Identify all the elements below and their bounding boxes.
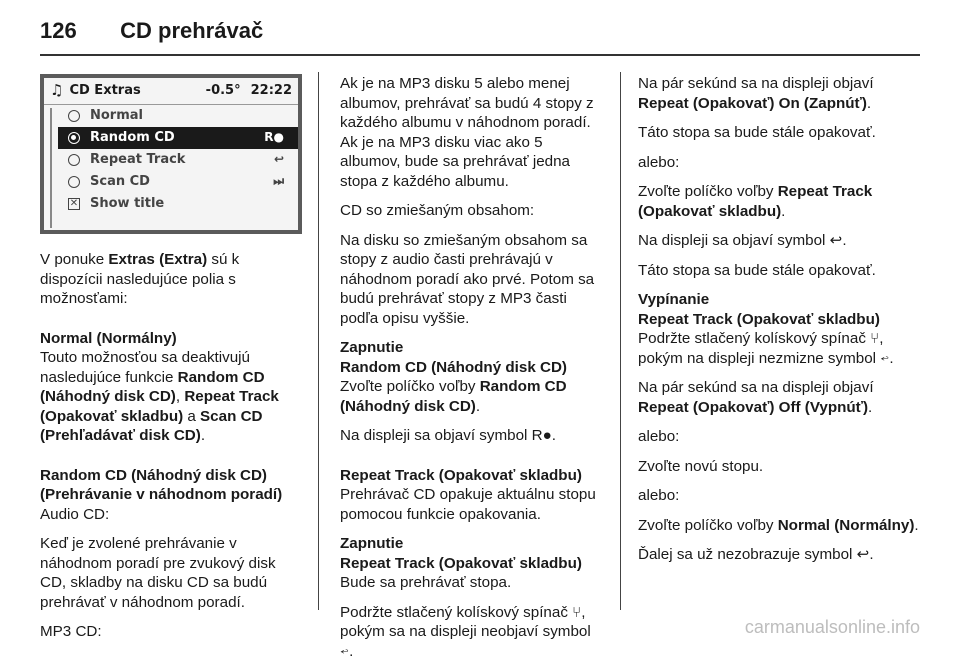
repeat-icon: ↩ [829,232,843,249]
repeat-icon: ↩ [856,546,870,563]
repeat-heading: Repeat Track (Opakovať skladbu) [340,466,582,484]
or-label-2: alebo: [638,428,680,445]
repeat-on-display-paragraph: Na pár sekúnd sa na displeji objaví Repeat (Opakovať) On (Zapnúť). [638,75,874,112]
mixed-heading: CD so zmiešaným obsahom: [340,202,535,219]
header-rule [40,54,920,56]
mp3-paragraph: Ak je na MP3 disku 5 alebo menej albumov, prehrávať sa budú 4 stopy z každého albumu v náhodnom poradí. Ak je na MP3 disku viac ako 5 albumov, bude sa prehrávať jedna stopa z každého albumu. [340,75,594,190]
or-label-3: alebo: [638,487,680,504]
repeat-icon: ↩ [880,349,890,367]
or-label: alebo: [638,153,680,171]
radio-icon [68,110,80,122]
repeat-off-paragraph: Podržte stlačený kolískový spínač ⑂, pokým na displeji nezmizne symbol ↩. [638,330,894,367]
rocker-switch-icon: ⑂ [870,330,880,347]
random-paragraph: Keď je zvolené prehrávanie v náhodnom poradí pre zvukový disk CD, skladby na disku CD sa budú prehrávať v náhodnom poradí. [40,535,276,611]
repeat-on-paragraph: Bude sa prehrávať stopa. [340,574,512,591]
repeat-hold-paragraph: Podržte stlačený kolískový spínač ⑂, pokým sa na displeji neobjaví symbol ↩. [340,603,591,660]
menu-item-label: Repeat Track [90,152,186,168]
menu-item-label: Normal [90,108,143,124]
page-number: 126 [40,18,77,43]
checkbox-checked-icon: ✕ [69,198,79,209]
repeat-on-subheading: Repeat Track (Opakovať skladbu) [340,554,582,572]
repeat-icon: ↩ [273,152,284,167]
random-heading: Random CD (Náhodný disk CD) (Prehrávanie v náhodnom poradí) [40,466,283,503]
radio-icon [68,154,80,166]
random-on-subheading: Random CD (Náhodný disk CD) [340,358,567,376]
random-symbol-paragraph: Na displeji sa objaví symbol R●. [340,427,557,444]
mp3-cd-label: MP3 CD: [40,623,102,640]
select-repeat-paragraph: Zvoľte políčko voľby Repeat Track (Opakovať skladbu). [638,183,873,220]
menu-item-label: Scan CD [90,174,150,190]
display-title-bar [44,78,298,105]
repeat-continue-paragraph-2: Táto stopa sa bude stále opakovať. [638,261,876,279]
repeat-on-heading: Zapnutie [340,535,404,552]
scan-icon: ⏭ [273,174,284,189]
radio-icon [68,176,80,188]
display-title: CD Extras [69,83,141,99]
normal-heading: Normal (Normálny) [40,329,177,347]
mixed-paragraph: Na disku so zmiešaným obsahom sa stopy z audio časti prehrávajú v náhodnom poradí ako prvé. Potom sa budú prehrávať stopy z MP3 časti podľa opisu vyššie. [340,231,595,327]
normal-paragraph: Touto možnosťou sa deaktivujú nasledujúce funkcie Random CD (Náhodný disk CD), Repeat Track (Opakovať skladbu) a Scan CD (Prehľadávať disk CD). [40,349,279,444]
music-note-icon: ♫ [50,81,64,100]
repeat-icon: ↩ [340,642,350,660]
menu-item-show-title[interactable] [44,193,298,215]
random-icon: R● [264,130,284,145]
radio-selected-icon [68,132,80,144]
select-normal-paragraph: Zvoľte políčko voľby Normal (Normálny). [638,516,919,534]
rocker-switch-icon: ⑂ [572,603,582,621]
display-time: 22:22 [250,83,292,99]
repeat-symbol-paragraph: Na displeji sa objaví symbol ↩. [638,232,847,249]
repeat-continue-paragraph: Táto stopa sa bude stále opakovať. [638,124,876,141]
column-2 [340,74,606,671]
audio-cd-label: Audio CD: [40,505,110,523]
repeat-off-display-paragraph: Na pár sekúnd sa na displeji objaví Repeat (Opakovať) Off (Vypnúť). [638,379,874,416]
repeat-paragraph: Prehrávač CD opakuje aktuálnu stopu pomocou funkcie opakovania. [340,486,596,523]
display-temperature: -0.5° [205,83,241,99]
menu-item-repeat-track[interactable] [44,149,298,171]
menu-item-random-cd[interactable] [58,127,298,149]
display-screen [44,78,298,230]
column-1 [40,74,302,652]
menu-item-label: Show title [90,196,165,212]
page-header [40,18,263,44]
menu-item-label: Random CD [90,130,175,146]
intro-paragraph: V ponuke Extras (Extra) sú k dispozícii nasledujúce polia s možnosťami: [40,251,240,307]
column-3 [638,74,920,575]
random-on-heading: Zapnutie [340,339,404,356]
column-divider-2 [620,72,621,610]
random-on-paragraph: Zvoľte políčko voľby Random CD (Náhodný disk CD). [340,378,567,415]
cd-extras-display [40,74,302,234]
repeat-off-heading: Vypínanie [638,291,710,308]
repeat-off-subheading: Repeat Track (Opakovať skladbu) [638,310,880,328]
menu-item-scan-cd[interactable] [44,171,298,193]
menu-item-normal[interactable] [44,105,298,127]
select-new-track-paragraph: Zvoľte novú stopu. [638,457,764,475]
display-scroll-bar [50,108,52,228]
watermark: carmanualsonline.info [744,617,920,637]
no-symbol-paragraph: Ďalej sa už nezobrazuje symbol ↩. [638,546,874,563]
page-title: CD prehrávač [120,18,264,43]
random-icon: R● [531,427,552,444]
column-divider-1 [318,72,319,610]
